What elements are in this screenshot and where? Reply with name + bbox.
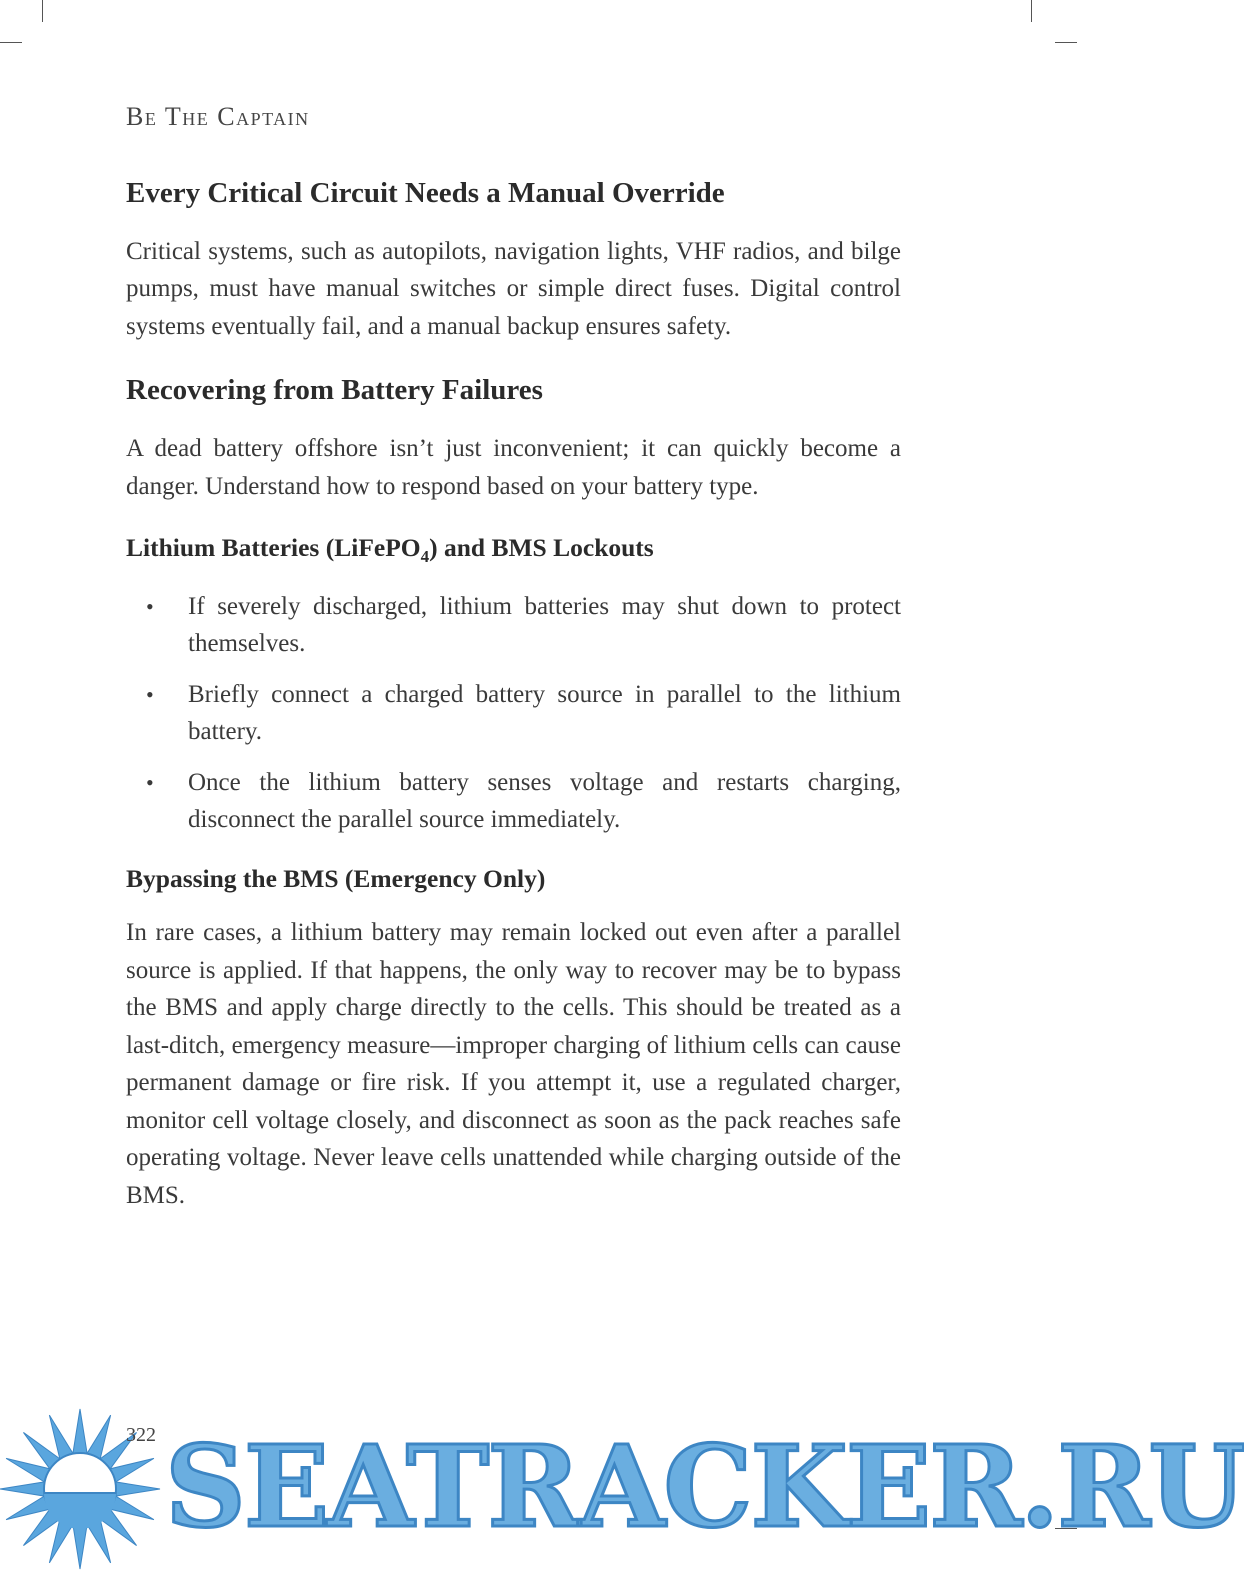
paragraph-battery-failures: A dead battery offshore isn’t just inconvenient; it can quickly become a danger. Understand how to respond based on your battery type. <box>126 435 901 500</box>
paragraph-manual-override: Critical systems, such as autopilots, navigation lights, VHF radios, and bilge pumps, must have manual switches or simple direct fuses. Digital control systems eventually fail, and a manual backup ensures safety. <box>126 237 901 340</box>
subheading-bypassing-bms: Bypassing the BMS (Emergency Only) <box>126 863 546 893</box>
page-number: 322 <box>126 1424 156 1446</box>
subscript: 4 <box>420 547 430 567</box>
crop-mark <box>1055 42 1077 43</box>
crop-mark <box>0 42 22 43</box>
list-item-text: Briefly connect a charged battery source in parallel to the lithium battery. <box>188 680 901 745</box>
crop-mark <box>1031 0 1032 22</box>
watermark: SEATRACKER.RU <box>165 1422 1244 1553</box>
subheading-lithium-batteries <box>126 533 901 567</box>
section-heading-battery-failures: Recovering from Battery Failures <box>126 374 543 407</box>
list-item-text: Once the lithium battery senses voltage and restarts charging, disconnect the parallel source immediately. <box>188 768 901 833</box>
subheading-text: Lithium Batteries (LiFePO <box>126 533 421 563</box>
list-item <box>126 764 901 838</box>
bullet-list <box>126 588 901 838</box>
list-item <box>126 676 901 750</box>
bullet-icon: • <box>146 769 154 795</box>
page-content <box>126 176 901 1242</box>
crop-mark <box>42 0 43 22</box>
bullet-icon: • <box>146 593 154 619</box>
subheading-text: ) and BMS Lockouts <box>429 533 654 563</box>
running-head: Be The Captain <box>126 102 310 131</box>
list-item <box>126 588 901 662</box>
list-item-text: If severely discharged, lithium batteries may shut down to protect themselves. <box>188 592 901 657</box>
section-heading-manual-override: Every Critical Circuit Needs a Manual Override <box>126 177 725 209</box>
bullet-icon: • <box>146 681 154 707</box>
paragraph-bypassing-bms: In rare cases, a lithium battery may remain locked out even after a parallel source is applied. If that happens, the only way to recover may be to bypass the BMS and apply charge directly to the cells. This should be treated as a last-ditch, emergency measure—improper charging of lithium cells can cause permanent damage or fire risk. If you attempt it, use a regulated charger, monitor cell voltage closely, and disconnect as soon as the pack reaches safe operating voltage. Never leave cells unattended while charging outside of the BMS. <box>126 919 901 1209</box>
